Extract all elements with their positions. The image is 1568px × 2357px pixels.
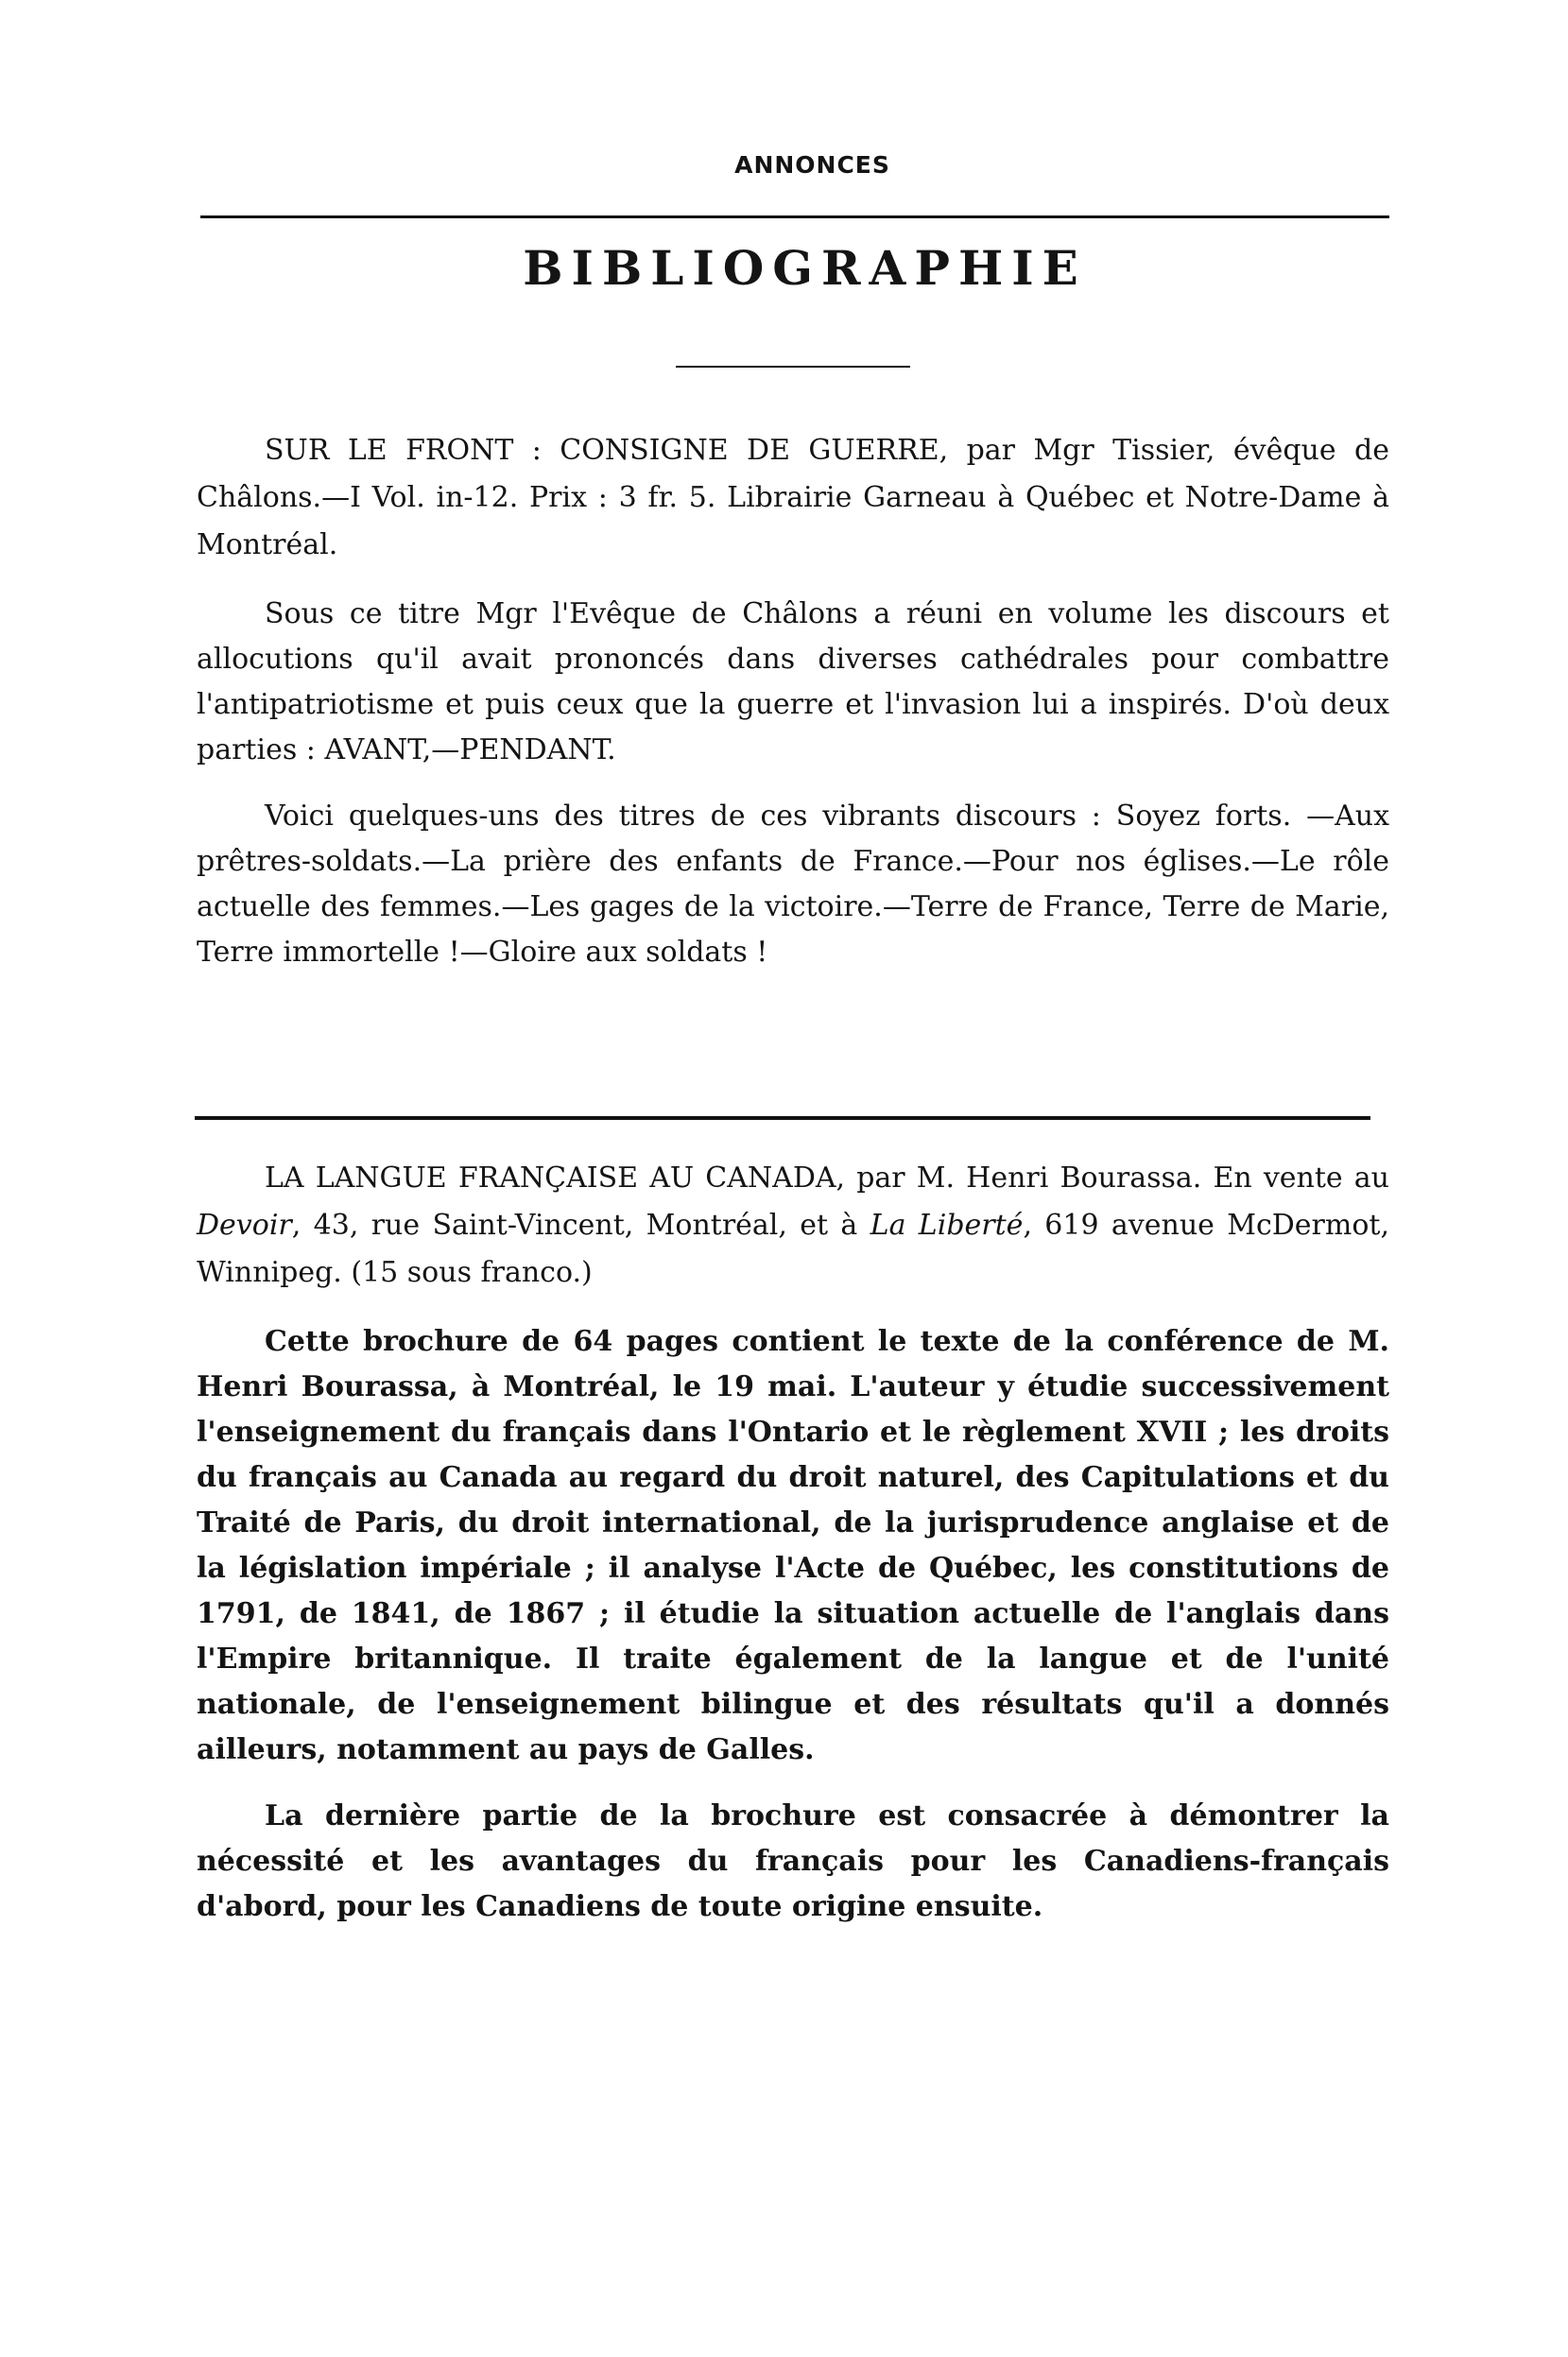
reference-text-1: LA LANGUE FRANÇAISE AU CANADA, par M. Henri Bourassa. En vente au (265, 1161, 1389, 1195)
reference-text-2: , 43, rue Saint-Vincent, Montréal, et à (291, 1209, 870, 1242)
newspaper-la-liberte: La Liberté (870, 1209, 1024, 1242)
header-rule (200, 215, 1389, 218)
reference-text-3: , 619 avenue McDermot, Winnipeg. (15 sous franco.) (197, 1209, 1390, 1289)
review-1-reference: SUR LE FRONT : CONSIGNE DE GUERRE, par Mgr Tissier, évêque de Châlons.—I Vol. in-12. Prix : 3 fr. 5. Librairie Garneau à Québec et Notre-Dame à Montréal. (197, 434, 1389, 561)
running-head: ANNONCES (734, 151, 890, 179)
review-2-reference (197, 1155, 1389, 1297)
title-underline (676, 366, 910, 368)
review-2-paragraph-2: La dernière partie de la brochure est consacrée à démontrer la nécessité et les avantages du français pour les Canadiens-français d'abord, pour les Canadiens de toute origine ensuite. (197, 1799, 1389, 1923)
review-2-paragraph-1: Cette brochure de 64 pages contient le texte de la conférence de M. Henri Bourassa, à Montréal, le 19 mai. L'auteur y étudie successivement l'enseignement du français dans l'Ontario et le règlement XVII ; les droits du français au Canada au regard du droit naturel, des Capitulations et du Traité de Paris, du droit international, de la jurisprudence anglaise et de la législation impériale ; il analyse l'Acte de Québec, les constitutions de 1791, de 1841, de 1867 ; il étudie la situation actuelle de l'anglais dans l'Empire britannique. Il traite également de la langue et de l'unité nationale, de l'enseignement bilingue et des résultats qu'il a donnés ailleurs, notamment au pays de Galles. (197, 1325, 1389, 1766)
review-1 (197, 427, 1389, 996)
review-1-paragraph-2: Voici quelques-uns des titres de ces vibrants discours : Soyez forts. —Aux prêtres-soldats.—La prière des enfants de France.—Pour nos églises.—Le rôle actuelle des femmes.—Les gages de la victoire.—Terre de France, Terre de Marie, Terre immortelle !—Gloire aux soldats ! (197, 800, 1389, 969)
review-1-paragraph-1: Sous ce titre Mgr l'Evêque de Châlons a réuni en volume les discours et allocutions qu'il avait prononcés dans diverses cathédrales pour combattre l'antipatriotisme et puis ceux que la guerre et l'invasion lui a inspirés. D'où deux parties : AVANT,—PENDANT. (197, 597, 1389, 766)
newspaper-devoir: Devoir (197, 1209, 292, 1242)
section-title: BIBLIOGRAPHIE (523, 240, 1087, 296)
review-2 (197, 1155, 1389, 1951)
section-divider (195, 1116, 1370, 1120)
